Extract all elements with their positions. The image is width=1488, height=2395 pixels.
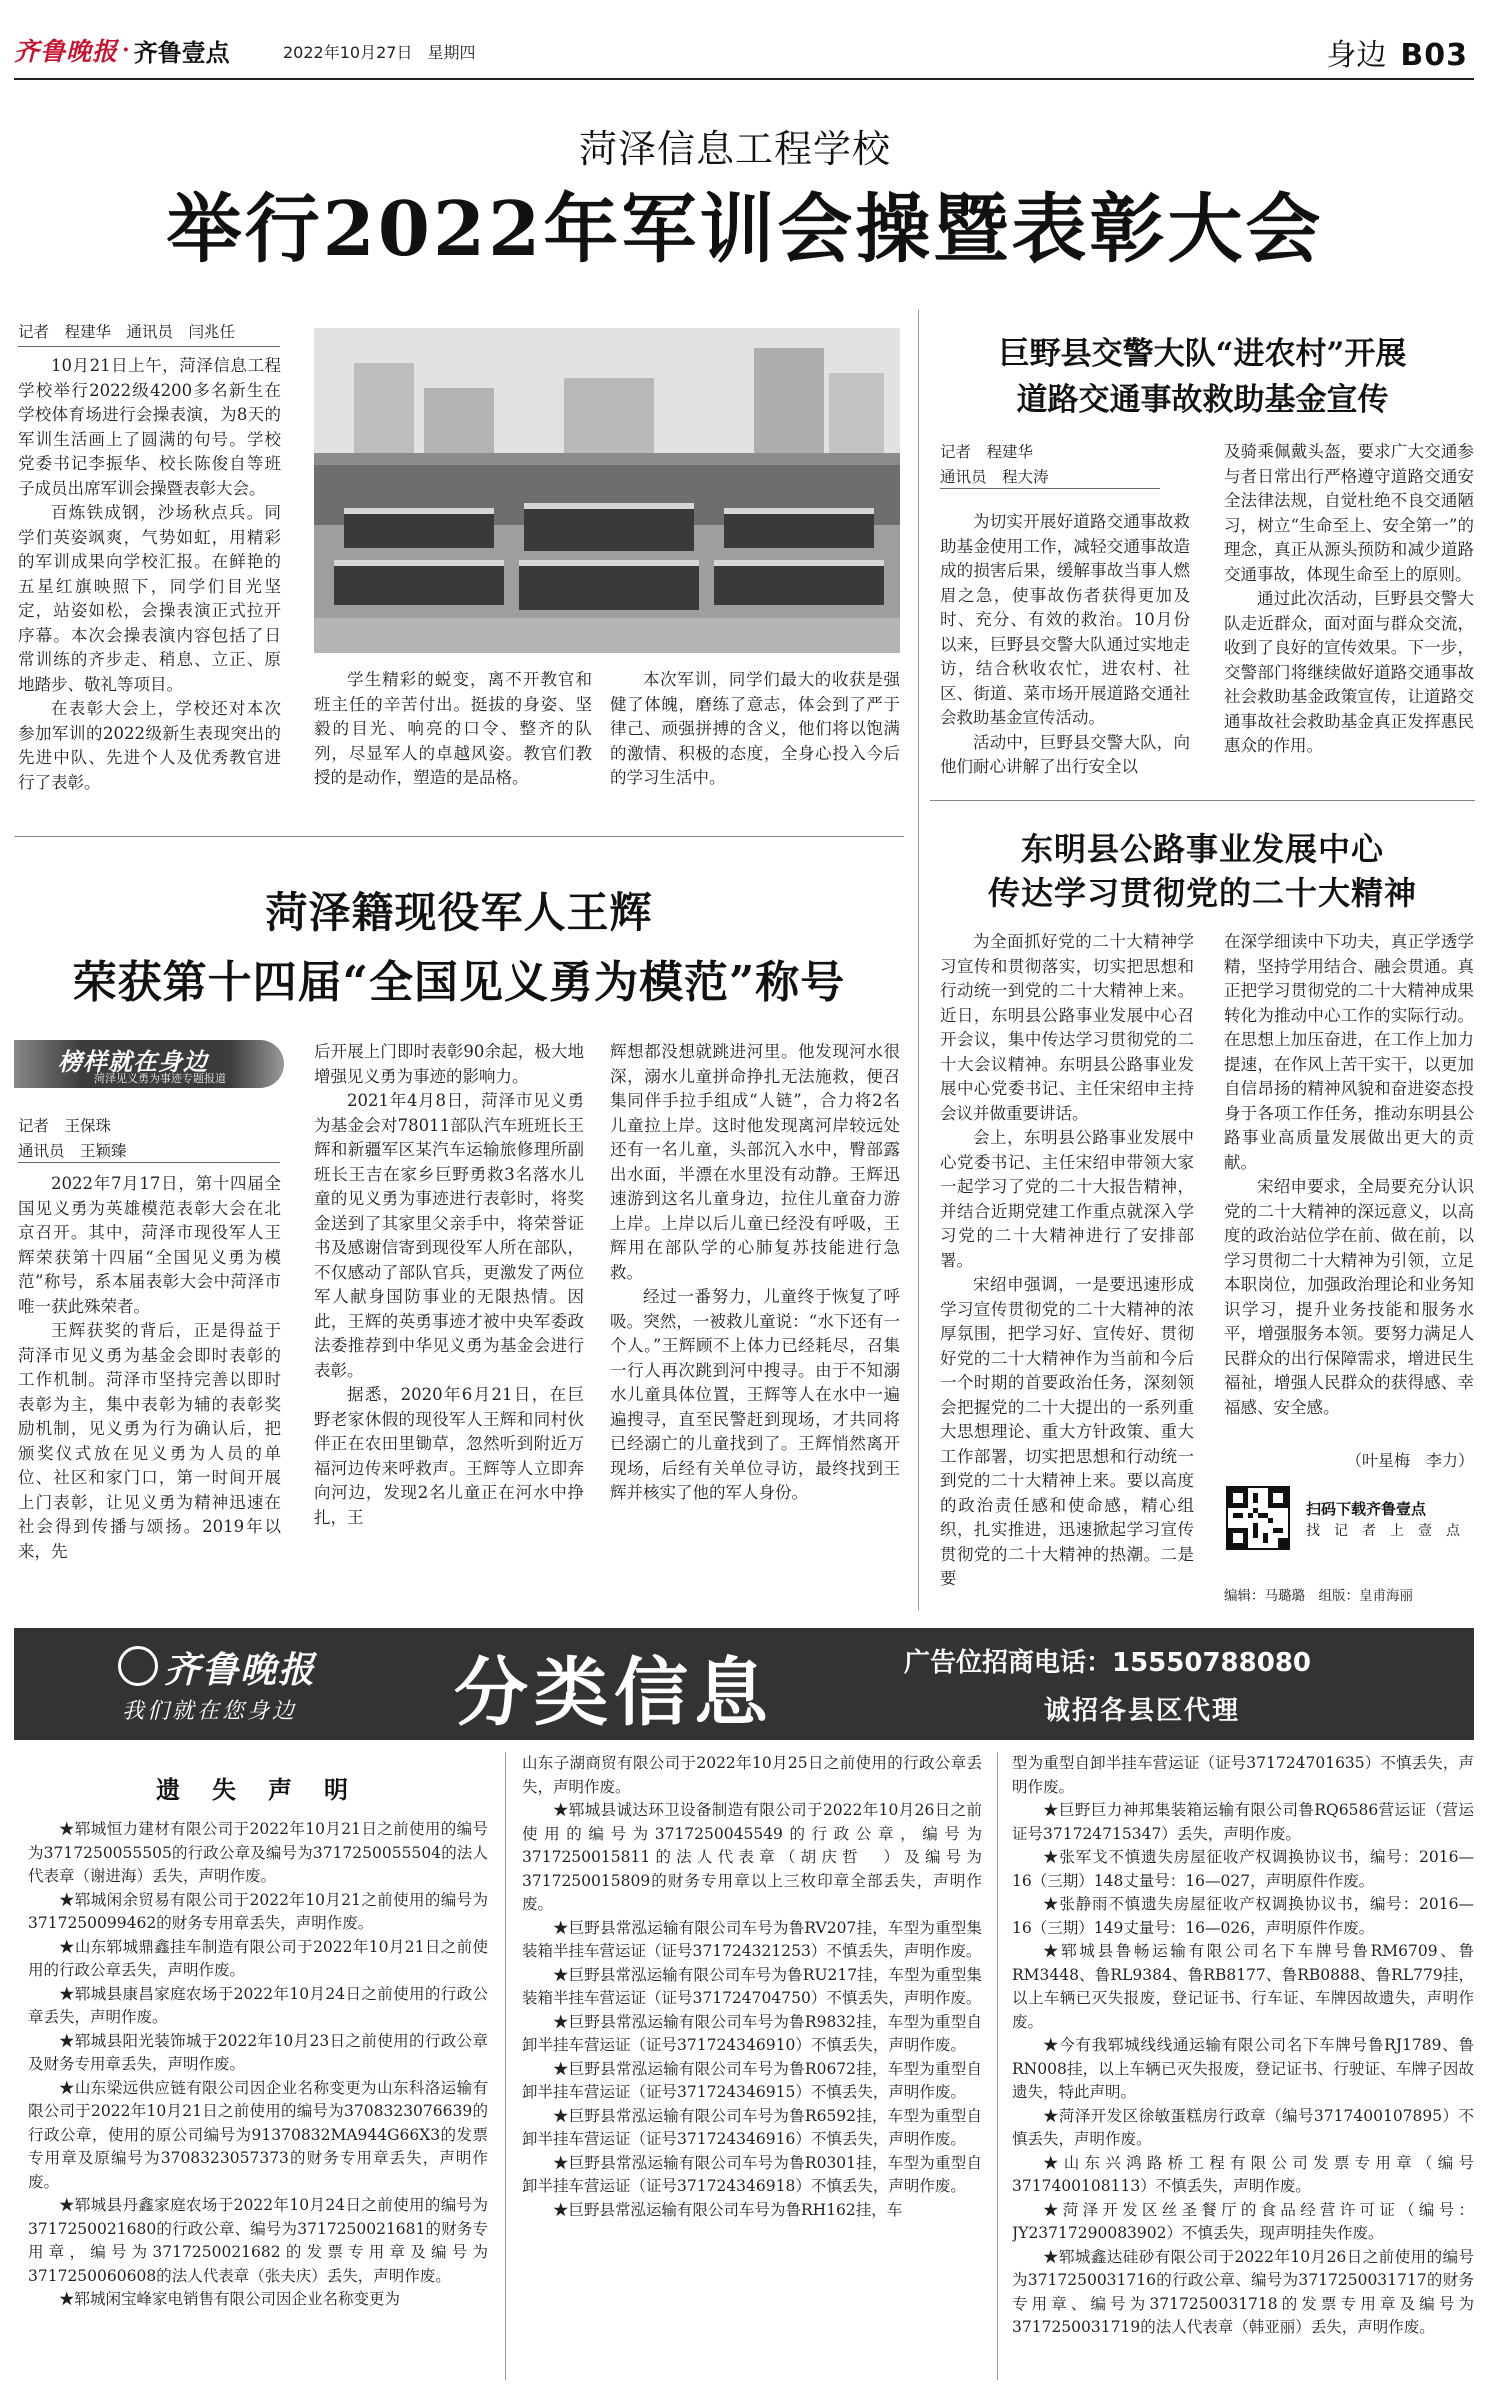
ad-phone: 广告位招商电话：15550788080 [904, 1648, 1311, 1678]
notice-item: ★张静雨不慎遗失房屋征收产权调换协议书，编号：2016—16（三期）149丈量号：16—026，声明原件作废。 [1012, 1895, 1474, 1937]
notice-item: ★郓城县康昌家庭农场于2022年10月24日之前使用的行政公章丢失，声明作废。 [28, 1984, 488, 2026]
paragraph: 2021年4月8日，菏泽市见义勇为基金会对78011部队汽车班班长王辉和新疆军区某汽车运输旅修理所副班长王吉在家乡巨野勇救3名落水儿童的见义勇为事迹进行表彰时，将奖金送到了其家里父亲手中，将荣誉证书及感谢信寄到现役军人所在部队，不仅感动了部队官兵，更激发了两位军人献身国防事业的无限热情。因此，王辉的英勇事迹才被中央军委政法委推荐到中华见义勇为基金会进行表彰。 [314, 1091, 584, 1380]
notice-item: ★郓城县鲁畅运输有限公司名下车牌号鲁RM6709、鲁RM3448、鲁RL9384、鲁RB8177、鲁RB0888、鲁RL779挂，以上车辆已灭失报废，登记证书、行车证、车牌因故遗失，声明作废。 [1012, 1942, 1474, 2031]
banner-title: 榜样就在身边 [58, 1048, 208, 1076]
notice-col2 [522, 1752, 982, 2378]
paragraph: 为切实开展好道路交通事故救助基金使用工作，减轻交通事故造成的损害后果，缓解事故当事人燃眉之急，使事故伤者获得更加及时、充分、有效的救治。10月份以来，巨野县交警大队通过实地走访，结合秋收农忙，进农村、社区、街道、菜市场开展道路交通社会救助基金宣传活动。 [940, 512, 1190, 727]
art1-byline-text: 记者 程建华 通讯员 闫兆任 [18, 323, 236, 341]
paragraph: 百炼铁成钢，沙场秋点兵。同学们英姿飒爽，气势如虹，用精彩的军训成果向学校汇报。在鲜艳的五星红旗映照下，同学们目光坚定，站姿如松，会操表演正式拉开序幕。本次会操表演内容包括了日常训练的齐步走、稍息、立正、原地踏步、敬礼等项目。 [18, 503, 281, 694]
masthead-logo [14, 30, 230, 70]
paragraph: 2022年7月17日，第十四届全国见义勇为英雄模范表彰大会在北京召开。其中，菏泽市现役军人王辉荣获第十四届“全国见义勇为模范”称号，系本届表彰大会中菏泽市唯一获此殊荣者。 [18, 1174, 281, 1316]
qr-caption-line1: 扫码下载齐鲁壹点 [1306, 1500, 1427, 1518]
art1-col3 [610, 668, 900, 818]
art1-title: 举行2022年军训会操暨表彰大会 [166, 185, 1324, 273]
art4-col2 [1224, 930, 1474, 1446]
notice-item: ★郓城闲余贸易有限公司于2022年10月21之前使用的编号为3717250099462的财务专用章丢失，声明作废。 [28, 1890, 488, 1932]
brand-separator: · [122, 37, 130, 63]
qr-code[interactable] [1226, 1486, 1290, 1550]
banner-subtitle: 菏泽见义勇为事迹专题报道 [94, 1072, 226, 1085]
art3-col2 [1224, 440, 1474, 832]
paragraph: 经过一番努力，儿童终于恢复了呼吸。突然，一被救儿童说：“水下还有一个人。”王辉顾不上体力已经耗尽，召集一行人再次跳到河中搜寻。由于不知溺水儿童具体位置，王辉等人在水中一遍遍搜寻，直至民警赶到现场，才共同将已经溺亡的儿童找到了。王辉悄然离开现场，后经有关单位寻访，最终找到王辉并核实了他的军人身份。 [610, 1287, 900, 1502]
notice-col3 [1012, 1752, 1474, 2378]
art2-byline-rule [18, 1162, 280, 1163]
art2-byline-correspondent: 通讯员 王颖臻 [18, 1142, 127, 1160]
role-model-banner [14, 1040, 284, 1088]
notice-item: ★郓城县阳光装饰城于2022年10月23日之前使用的行政公章及财务专用章丢失，声明作废。 [28, 2031, 488, 2073]
art1-kicker: 菏泽信息工程学校 [578, 127, 891, 171]
paragraph: 据悉，2020年6月21日，在巨野老家休假的现役军人王辉和同村伙伴正在农田里锄草，忽然听到附近万福河边传来呼救声。王辉等人立即奔向河边，发现2名儿童正在河水中挣扎，王 [314, 1385, 584, 1527]
notice-item: ★山东梁远供应链有限公司因企业名称变更为山东科洛运输有限公司于2022年10月21日之前使用的编号为3708323076639的行政公章，使用的原公司编号为91370832MA944G66X3的发票专用章及原编号为3708323057373的财务专用章丢失，声明作废。 [28, 2078, 488, 2191]
notice-item: ★巨野县常泓运输有限公司车号为鲁RU217挂，车型为重型集装箱半挂车营运证（证号371724704750）不慎丢失，声明作废。 [522, 1965, 982, 2007]
paragraph: 在深学细读中下功夫，真正学透学精，坚持学用结合、融会贯通。真正把学习贯彻党的二十大精神成果转化为推动中心工作的实际行动。在思想上加压奋进，在工作上加力提速，在作风上苦干实干，以更加自信昂扬的精神风貌和奋进姿态投身于各项工作任务，推动东明县公路事业高质量发展做出更大的贡献。 [1224, 932, 1474, 1172]
paragraph: 及骑乘佩戴头盔，要求广大交通参与者日常出行严格遵守道路交通安全法律法规，自觉杜绝不良交通陋习，树立“生命至上、安全第一”的理念，真正从源头预防和减少道路交通事故，体现生命至上的原则。 [1224, 442, 1474, 584]
art2-byline-reporter: 记者 王保珠 [18, 1117, 112, 1135]
military-training-photo [314, 328, 900, 653]
paragraph: 后开展上门即时表彰90余起，极大地增强见义勇为事迹的影响力。 [314, 1042, 584, 1086]
art3-title-line1: 巨野县交警大队“进农村”开展 [998, 336, 1407, 372]
notice-heading: 遗 失 声 明 [156, 1775, 352, 1804]
paragraph: 本次军训，同学们最大的收获是强健了体魄，磨练了意志，体会到了严于律己、顽强拼搏的含义，他们将以饱满的激情、积极的态度，全身心投入今后的学习生活中。 [610, 670, 900, 787]
notice-item: 型为重型自卸半挂车营运证（证号371724701635）不慎丢失，声明作废。 [1012, 1754, 1474, 1796]
paragraph: 为全面抓好党的二十大精神学习宣传和贯彻落实，切实把思想和行动统一到党的二十大精神上来。近日，东明县公路事业发展中心召开会议，集中传达学习贯彻党的二十大会议精神。东明县公路事业发展中心党委书记、主任宋绍申主持会议并做重要讲话。 [940, 932, 1194, 1123]
notice-item: ★巨野县常泓运输有限公司车号为鲁RV207挂，车型为重型集装箱半挂车营运证（证号371724321253）不慎丢失，声明作废。 [522, 1918, 982, 1960]
paragraph: 通过此次活动，巨野县交警大队走近群众，面对面与群众交流，收到了良好的宣传效果。下一步，交警部门将继续做好道路交通事故社会救助基金政策宣传，让道路交通事故社会救助基金真正发挥惠民惠众的作用。 [1224, 589, 1474, 755]
paragraph: 宋绍申强调，一是要迅速形成学习宣传贯彻党的二十大精神的浓厚氛围，把学习好、宣传好、贯彻好党的二十大精神作为当前和今后一个时期的首要政治任务，深刻领会把握党的二十大提出的一系列重大思想理论、重大方针政策、重大工作部署，切实把思想和行动统一到党的二十大精神上来。要以高度的政治责任感和使命感，精心组织，扎实推进，迅速掀起学习宣传贯彻党的二十大精神的热潮。二是要 [940, 1275, 1194, 1588]
paragraph: 在表彰大会上，学校还对本次参加军训的2022级新生表现突出的先进中队、先进个人及优秀教官进行了表彰。 [18, 699, 281, 792]
section-name: 身边 [1326, 38, 1387, 73]
paragraph: 辉想都没想就跳进河里。他发现河水很深，溺水儿童拼命挣扎无法施救，便召集同伴手拉手组成“人链”，合力将2名儿童拉上岸。这时他发现离河岸较远处还有一名儿童，头部沉入水中，臀部露出水面，半漂在水里没有动静。王辉迅速游到这名儿童身边，拉住儿童奋力游上岸。上岸以后儿童已经没有呼吸，王辉用在部队学的心肺复苏技能进行急救。 [610, 1042, 900, 1282]
art2-col2 [314, 1040, 584, 1596]
notice-item: ★今有我郓城线线通运输有限公司名下车牌号鲁RJ1789、鲁RN008挂，以上车辆已灭失报废，登记证书、行驶证、车牌子因故遗失，特此声明。 [1012, 2036, 1474, 2101]
art4-title-line1: 东明县公路事业发展中心 [1020, 830, 1384, 868]
notice-item: ★郓城县丹鑫家庭农场于2022年10月24日之前使用的编号为3717250021680的行政公章、编号为3717250021681的财务专用章，编号为3717250021682的发票专用章及编号为3717250060608的法人代表章（张夫庆）丢失，声明作废。 [28, 2196, 488, 2285]
art3-byline-reporter: 记者 程建华 [940, 443, 1034, 461]
notice-item: ★菏泽开发区徐敏蛋糕房行政章（编号3717400107895）不慎丢失，声明作废。 [1012, 2106, 1474, 2148]
sub-brand-logo: 齐鲁壹点 [133, 38, 230, 67]
date-text: 2022年10月27日 [283, 43, 413, 62]
column-divider [918, 310, 919, 1610]
notice-item: ★郓城鑫达硅砂有限公司于2022年10月26日之前使用的编号为3717250031716的行政公章、编号为3717250031717的财务专用章、编号为3717250031718的发票专用章及编号为3717250031719的法人代表章（韩亚丽）丢失，声明作废。 [1012, 2247, 1474, 2336]
art3-title-line2: 道路交通事故救助基金宣传 [1016, 382, 1389, 418]
photo-scene [314, 328, 900, 653]
art2-title-line1: 菏泽籍现役军人王辉 [265, 888, 653, 937]
qr-caption-line2: 找 记 者 上 壹 点 [1306, 1523, 1460, 1539]
art1-byline [18, 320, 288, 344]
art4-title-line2: 传达学习贯彻党的二十大精神 [987, 874, 1417, 912]
notice-item: ★巨野县常泓运输有限公司车号为鲁R0301挂，车型为重型自卸半挂车营运证（证号371724346918）不慎丢失，声明作废。 [522, 2153, 982, 2195]
notice-col1 [28, 1818, 488, 2378]
ad-title: 分类信息 [454, 1650, 774, 1736]
notice-item: 山东子湖商贸有限公司于2022年10月25日之前使用的行政公章丢失，声明作废。 [522, 1754, 982, 1796]
notice-item: ★巨野县常泓运输有限公司车号为鲁R0672挂，车型为重型自卸半挂车营运证（证号371724346915）不慎丢失，声明作废。 [522, 2059, 982, 2101]
art1-col2 [314, 668, 592, 818]
qr-caption [1306, 1498, 1476, 1542]
qr-pattern-icon [1228, 1488, 1288, 1548]
notice-item: ★山东兴鸿路桥工程有限公司发票专用章（编号3717400108113）不慎丢失，声明作废。 [1012, 2153, 1474, 2195]
paragraph: 宋绍申要求，全局要充分认识党的二十大精神的深远意义，以高度的政治站位学在前、做在前，以学习贯彻二十大精神为引领，立足本职岗位，加强政治理论和业务知识学习，提升业务技能和服务水平，增强服务本领。要努力满足人民群众的出行保障需求，增进民生福祉，增强人民群众的获得感、幸福感、安全感。 [1224, 1177, 1474, 1417]
art3-byline [940, 440, 1160, 490]
art1-col1 [18, 354, 281, 814]
section-label [1326, 30, 1468, 74]
art2-col1 [18, 1172, 281, 1592]
masthead-rule [14, 78, 1474, 80]
notice-item: ★巨野县常泓运输有限公司车号为鲁R6592挂，车型为重型自卸半挂车营运证（证号371724346916）不慎丢失，声明作废。 [522, 2106, 982, 2148]
classified-banner [14, 1628, 1474, 1740]
editor-credit: 编辑：马璐璐 组版：皇甫海丽 [1224, 1588, 1413, 1604]
notice-divider-2 [997, 1752, 998, 2380]
paragraph: 王辉获奖的背后，正是得益于菏泽市见义勇为基金会即时表彰的工作机制。菏泽市坚持完善以即时表彰为主，集中表彰为辅的表彰奖励机制，见义勇为行为确认后，把颁奖仪式放在见义勇为人员的单位、社区和家门口，第一时间开展上门表彰，让见义勇为精神迅速在社会得到传播与颂扬。2019年以来，先 [18, 1321, 281, 1561]
notice-item: ★山东郓城鼎鑫挂车制造有限公司于2022年10月21日之前使用的行政公章丢失，声明作废。 [28, 1937, 488, 1979]
art3-byline-correspondent: 通讯员 程大涛 [940, 468, 1049, 486]
ad-agents: 诚招各县区代理 [1044, 1696, 1241, 1726]
notice-item: ★巨野县常泓运输有限公司车号为鲁R9832挂，车型为重型自卸半挂车营运证（证号371724346910）不慎丢失，声明作废。 [522, 2012, 982, 2054]
ad-brand-mark-icon [118, 1646, 158, 1686]
paragraph: 活动中，巨野县交警大队，向他们耐心讲解了出行安全以 [940, 732, 1190, 776]
art3-col1 [940, 510, 1190, 830]
art4-col1 [940, 930, 1194, 1602]
art2-top-rule [14, 836, 904, 837]
notice-item: ★郓城闲宝峰家电销售有限公司因企业名称变更为 [59, 2290, 401, 2308]
weekday-text: 星期四 [427, 43, 476, 62]
art4-author: （叶星梅 李力） [1345, 1451, 1474, 1470]
art4-top-rule [930, 800, 1475, 801]
paragraph: 会上，东明县公路事业发展中心党委书记、主任宋绍申带领大家一起学习了党的二十大报告精神，并结合近期党建工作重点就深入学习党的二十大精神进行了安排部署。 [940, 1128, 1194, 1270]
notice-item: ★菏泽开发区丝圣餐厅的食品经营许可证（编号：JY23717290083902）不慎丢失，现声明挂失作废。 [1012, 2200, 1474, 2242]
paragraph: 学生精彩的蜕变，离不开教官和班主任的辛苦付出。挺拔的身姿、坚毅的目光、响亮的口令、整齐的队列，尽显军人的卓越风姿。教官们教授的是动作，塑造的是品格。 [314, 670, 592, 787]
notice-item: ★张军戈不慎遗失房屋征收产权调换协议书，编号：2016—16（三期）148丈量号：16—027，声明原件作废。 [1012, 1848, 1474, 1890]
art3-byline-rule [940, 488, 1160, 489]
art2-title-line2: 荣获第十四届“全国见义勇为模范”称号 [72, 957, 846, 1008]
issue-date [283, 40, 476, 63]
art1-byline-rule [18, 346, 280, 347]
notice-item: ★郓城县诚达环卫设备制造有限公司于2022年10月26日之前使用的编号为3717250045549的行政公章，编号为3717250015811的法人代表章（胡庆哲 ）及编号为3717250015809的财务专用章以上三枚印章全部丢失，声明作废。 [522, 1801, 982, 1913]
art2-col3 [610, 1040, 900, 1596]
art2-byline [18, 1114, 278, 1164]
paragraph: 10月21日上午，菏泽信息工程学校举行2022级4200多名新生在学校体育场进行会操表演，为8天的军训生活画上了圆满的句号。学校党委书记李振华、校长陈俊自等班子成员出席军训会操暨表彰大会。 [18, 356, 281, 498]
brand-logo: 齐鲁晚报 [14, 37, 119, 66]
page-number: B03 [1400, 38, 1468, 73]
notice-item: ★巨野县常泓运输有限公司车号为鲁RH162挂，车 [553, 2200, 903, 2219]
notice-item: ★郓城恒力建材有限公司于2022年10月21日之前使用的编号为3717250055505的行政公章及编号为3717250055504的法人代表章（谢进海）丢失，声明作废。 [28, 1820, 488, 1885]
ad-brand: 齐鲁晚报 [164, 1649, 317, 1691]
notice-item: ★巨野巨力神邦集装箱运输有限公司鲁RQ6586营运证（营运证号371724715347）丢失，声明作废。 [1012, 1801, 1474, 1843]
ad-slogan: 我们就在您身边 [122, 1699, 298, 1724]
notice-divider-1 [505, 1752, 506, 2380]
